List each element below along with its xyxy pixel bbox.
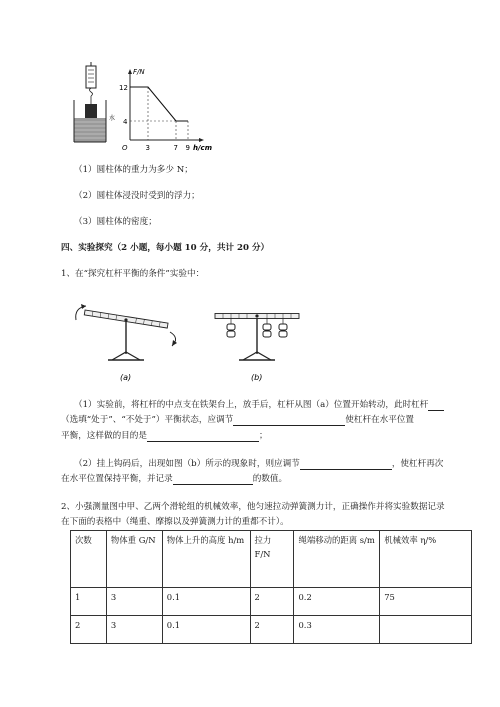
table-header-cell: 拉力 F/N — [250, 531, 294, 588]
q1-p1-line3 — [61, 430, 268, 442]
figure-cylinder-graph — [70, 60, 230, 158]
q1-p1-text1: （1）实验前，将杠杆的中点支在铁架台上，放手后，杠杆从图（a）位置开始转动，此时杠杆 — [74, 400, 429, 410]
table-cell: 0.1 — [162, 588, 250, 616]
x-tick-9: 9 — [185, 144, 190, 152]
table-header-cell: 物体上升的高度 h/m — [162, 531, 250, 588]
blank-4[interactable] — [300, 459, 392, 470]
lever-a-icon — [76, 304, 177, 360]
q1-p2-text1a: （2）挂上钩码后，出现如图（b）所示的现象时，则应调节 — [74, 459, 300, 469]
table-cell: 3 — [106, 588, 162, 616]
calc-question-3: （3）圆柱体的密度； — [74, 217, 157, 227]
table-cell: 0.1 — [162, 616, 250, 644]
lever-b-icon — [215, 314, 299, 361]
table-cell: 1 — [71, 588, 107, 616]
x-tick-7: 7 — [173, 144, 178, 152]
table-cell: 2 — [250, 616, 294, 644]
table-header-cell: 绳端移动的距离 s/m — [294, 531, 380, 588]
table-cell: 0.3 — [294, 616, 380, 644]
figure-levers — [62, 294, 312, 386]
spring-scale-icon — [86, 62, 96, 104]
chart-series-line — [130, 87, 188, 121]
fig-label-a: (a) — [120, 373, 132, 382]
q1-p2-text1b: ，使杠杆再次 — [391, 459, 444, 469]
blank-1[interactable] — [428, 400, 444, 411]
x-tick-3: 3 — [145, 144, 150, 152]
calc-question-1: （1）圆柱体的重力为多少 N； — [74, 165, 193, 175]
table-row — [71, 588, 472, 616]
table-cell: 3 — [106, 616, 162, 644]
data-table — [70, 530, 472, 644]
q1-p1-text2b: 使杠杆在水平位置 — [345, 415, 415, 425]
water-label: 水 — [109, 115, 116, 122]
blank-5[interactable] — [173, 474, 253, 485]
q1-p1-line1 — [74, 399, 444, 411]
table-cell: 2 — [250, 588, 294, 616]
x-origin-label: O — [122, 144, 128, 152]
q1-intro: 1、在“探究杠杆平衡的条件”实验中： — [61, 269, 205, 279]
blank-2[interactable] — [233, 415, 345, 426]
table-row — [71, 616, 472, 644]
section-title: 四、实验探究（2 小题，每小题 10 分，共计 20 分） — [61, 243, 270, 253]
table-header-cell: 次数 — [71, 531, 107, 588]
graph-axes — [128, 69, 204, 142]
blank-3[interactable] — [147, 431, 259, 442]
table-header-row — [71, 531, 472, 588]
table-header-cell: 机械效率 η/% — [380, 531, 472, 588]
q1-p2-text2b: 的数值。 — [252, 474, 288, 484]
q1-p1-text3a: 平衡，这样做的目的是 — [61, 431, 147, 441]
q2-line2: 在下面的表格中（绳重、摩擦以及弹簧测力计的重都不计）。 — [61, 517, 289, 527]
q1-p1-line2 — [61, 414, 414, 426]
calc-question-2: （2）圆柱体浸没时受到的浮力； — [74, 191, 200, 201]
q1-p1-text2a: （选填“处于”、“不处于”）平衡状态，应调节 — [61, 415, 234, 425]
y-axis-label: F/N — [133, 68, 145, 76]
table-cell: 2 — [71, 616, 107, 644]
fig-label-b: (b) — [251, 373, 263, 382]
cylinder-icon — [85, 104, 97, 118]
q1-p2-text2a: 在水平位置保持平衡，并记录 — [61, 474, 173, 484]
table-cell: 0.2 — [294, 588, 380, 616]
q2-line1: 2、小强测量图中甲、乙两个滑轮组的机械效率，他匀速拉动弹簧测力计，正确操作并将实验数据记录 — [61, 502, 445, 512]
table-cell: 75 — [380, 588, 472, 616]
x-axis-label: h/cm — [193, 144, 212, 152]
q1-p2-line2 — [61, 473, 287, 485]
q1-p2-line1 — [74, 458, 443, 470]
table-cell[interactable] — [380, 616, 472, 644]
y-tick-12: 12 — [119, 84, 128, 92]
q1-p1-text3b: ； — [258, 431, 268, 441]
y-tick-4: 4 — [123, 118, 128, 126]
table-header-cell: 物体重 G/N — [106, 531, 162, 588]
